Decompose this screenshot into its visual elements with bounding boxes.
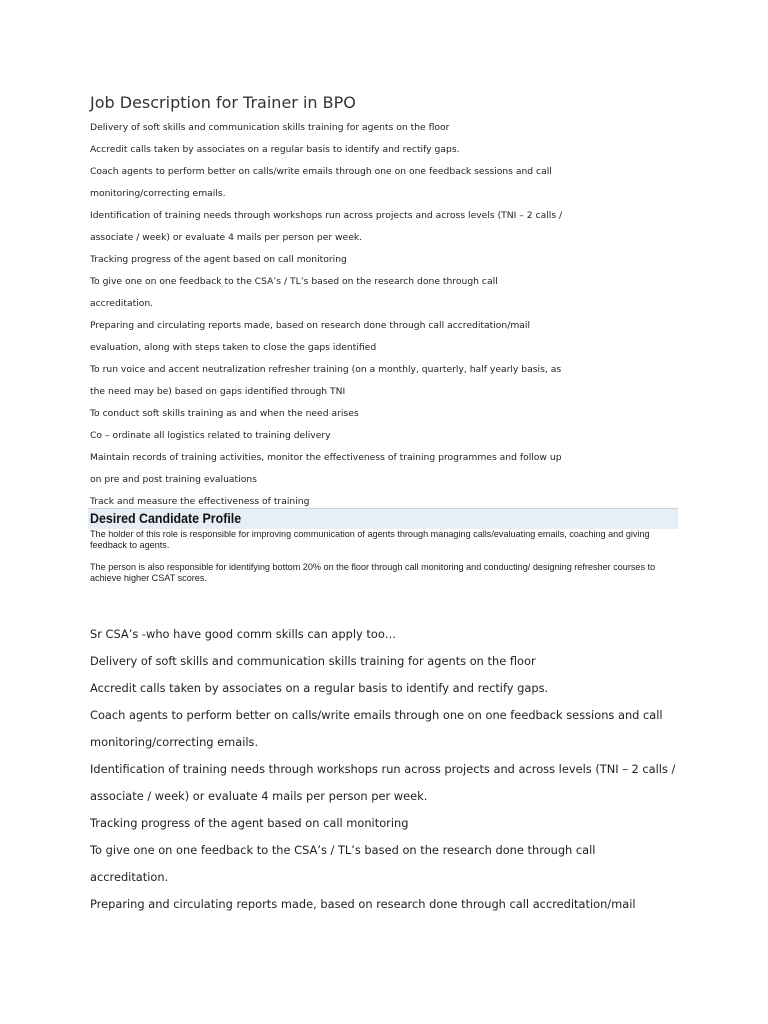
repeated-line: Sr CSA’s -who have good comm skills can apply too… bbox=[90, 627, 397, 641]
profile-heading: Desired Candidate Profile bbox=[90, 511, 242, 526]
duty-line: Coach agents to perform better on calls/write emails through one on one feedback sessions and call bbox=[90, 166, 552, 177]
duty-line: Preparing and circulating reports made, based on research done through call accreditation/mail bbox=[90, 320, 531, 331]
duties-list bbox=[90, 121, 690, 517]
duty-line: on pre and post training evaluations bbox=[90, 474, 257, 485]
repeated-line: Identification of training needs through workshops run across projects and across levels (TNI – 2 calls / bbox=[90, 762, 676, 776]
repeated-line: Preparing and circulating reports made, based on research done through call accreditation/mail bbox=[90, 897, 636, 911]
profile-paragraph: The holder of this role is responsible for improving communication of agents through managing calls/evaluating emails, coaching and giving feedback to agents. bbox=[90, 529, 650, 550]
repeated-line: associate / week) or evaluate 4 mails per person per week. bbox=[90, 789, 428, 803]
duty-line: To run voice and accent neutralization refresher training (on a monthly, quarterly, half yearly basis, as bbox=[90, 364, 562, 375]
duty-line: Track and measure the effectiveness of training bbox=[90, 496, 310, 507]
repeated-line: Coach agents to perform better on calls/write emails through one on one feedback sessions and call bbox=[90, 708, 663, 722]
duty-line: the need may be) based on gaps identified through TNI bbox=[90, 386, 346, 397]
duty-line: To give one on one feedback to the CSA’s / TL’s based on the research done through call bbox=[90, 276, 498, 287]
duty-line: Accredit calls taken by associates on a regular basis to identify and rectify gaps. bbox=[90, 144, 460, 155]
duty-line: evaluation, along with steps taken to close the gaps identified bbox=[90, 342, 377, 353]
repeated-line: Tracking progress of the agent based on call monitoring bbox=[90, 816, 409, 830]
duty-line: Maintain records of training activities, monitor the effectiveness of training programmes and follow up bbox=[90, 452, 562, 463]
repeated-line: Delivery of soft skills and communication skills training for agents on the floor bbox=[90, 654, 536, 668]
repeated-line: Accredit calls taken by associates on a regular basis to identify and rectify gaps. bbox=[90, 681, 549, 695]
duty-line: associate / week) or evaluate 4 mails per person per week. bbox=[90, 232, 363, 243]
duty-line: Identification of training needs through workshops run across projects and across levels (TNI – 2 calls / bbox=[90, 210, 563, 221]
duty-line: To conduct soft skills training as and when the need arises bbox=[90, 408, 359, 419]
repeated-duties-list bbox=[90, 625, 730, 922]
repeated-line: monitoring/correcting emails. bbox=[90, 735, 259, 749]
duty-line: Co – ordinate all logistics related to training delivery bbox=[90, 430, 331, 441]
document-title: Job Description for Trainer in BPO bbox=[90, 93, 356, 112]
duty-line: monitoring/correcting emails. bbox=[90, 188, 226, 199]
repeated-line: To give one on one feedback to the CSA’s / TL’s based on the research done through call bbox=[90, 843, 596, 857]
duty-line: Delivery of soft skills and communication skills training for agents on the floor bbox=[90, 122, 450, 133]
profile-paragraph: The person is also responsible for identifying bottom 20% on the floor through call monitoring and conducting/ designing refresher courses to achieve higher CSAT scores. bbox=[90, 562, 656, 583]
duty-line: Tracking progress of the agent based on call monitoring bbox=[90, 254, 347, 265]
duty-line: accreditation. bbox=[90, 298, 154, 309]
repeated-line: accreditation. bbox=[90, 870, 169, 884]
